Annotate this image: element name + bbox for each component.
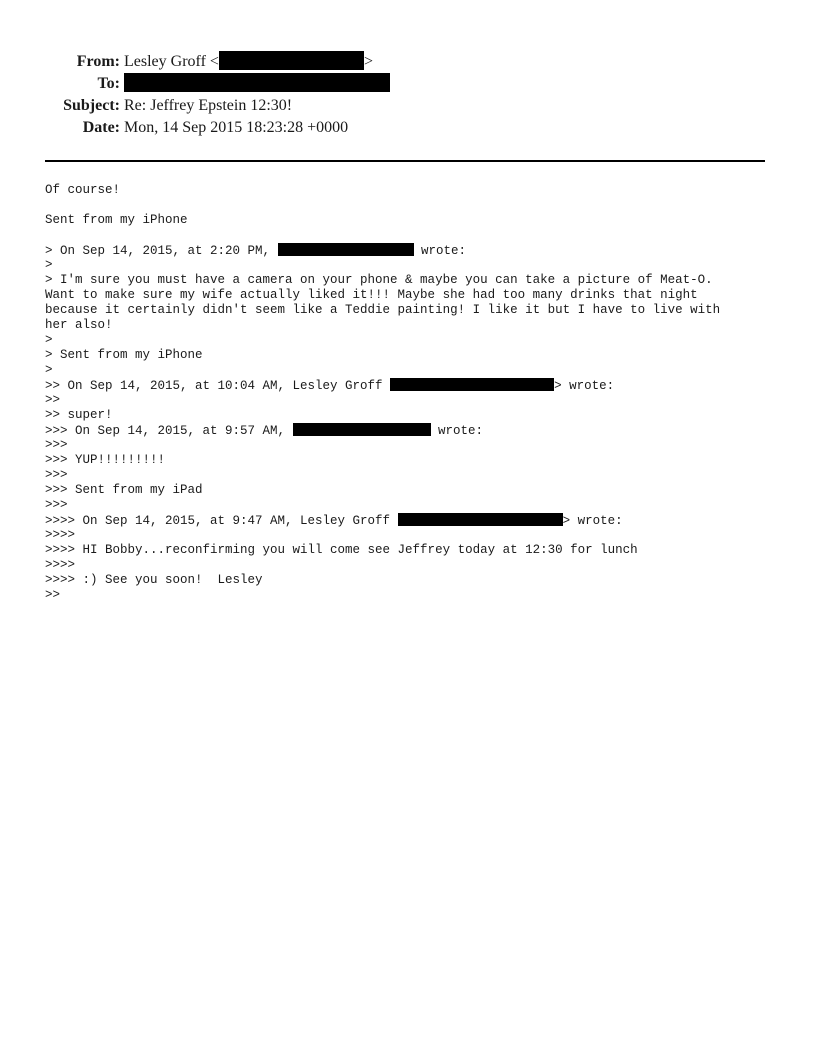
body-line: >>> — [45, 438, 68, 452]
from-name: Lesley Groff — [124, 53, 206, 70]
date-value: Mon, 14 Sep 2015 18:23:28 +0000 — [124, 119, 349, 136]
body-line: >>>> HI Bobby...reconfirming you will come see Jeffrey today at 12:30 for lunch — [45, 543, 638, 557]
body-line: > I'm sure you must have a camera on your phone & maybe you can take a picture of Meat-O. — [45, 273, 713, 287]
attribution-wrote: > wrote: — [554, 379, 615, 393]
attribution-wrote: wrote: — [413, 244, 467, 258]
body-line: >> — [45, 588, 61, 602]
quote-attribution-line — [45, 513, 767, 528]
email-redaction — [398, 513, 563, 526]
date-label: Date: — [82, 119, 120, 136]
date-row — [0, 117, 816, 139]
attribution-text: >>> On Sep 14, 2015, at 9:57 AM, — [45, 424, 293, 438]
body-line: Sent from my iPhone — [45, 213, 188, 227]
quote-attribution-line — [45, 423, 767, 438]
body-line: >>>> :) See you soon! Lesley — [45, 573, 263, 587]
from-value — [124, 51, 373, 73]
body-line: >> super! — [45, 408, 113, 422]
email-redaction — [390, 378, 554, 391]
to-label: To: — [97, 75, 120, 92]
body-line: >>>> — [45, 558, 76, 572]
body-line: >>> YUP!!!!!!!!! — [45, 453, 166, 467]
to-redaction — [124, 73, 390, 92]
from-open-bracket: < — [209, 53, 219, 70]
body-line: Of course! — [45, 183, 121, 197]
body-line: Want to make sure my wife actually liked it!!! Maybe she had too many drinks that night — [45, 288, 698, 302]
from-close-bracket: > — [363, 53, 373, 70]
attribution-text: >> On Sep 14, 2015, at 10:04 AM, Lesley Groff — [45, 379, 391, 393]
attribution-wrote: > wrote: — [562, 514, 623, 528]
subject-row — [0, 95, 816, 117]
body-line: >>> — [45, 498, 68, 512]
body-line: > — [45, 363, 53, 377]
body-line: > — [45, 333, 53, 347]
attribution-text: >>>> On Sep 14, 2015, at 9:47 AM, Lesley Groff — [45, 514, 398, 528]
blank-line — [45, 228, 767, 243]
quote-attribution-line — [45, 243, 767, 258]
body-line: >>>> — [45, 528, 76, 542]
subject-value: Re: Jeffrey Epstein 12:30! — [124, 97, 293, 114]
body-line: > Sent from my iPhone — [45, 348, 203, 362]
body-line: because it certainly didn't seem like a Teddie painting! I like it but I have to live with — [45, 303, 721, 317]
body-line: >> — [45, 393, 61, 407]
body-line: > — [45, 258, 53, 272]
from-label: From: — [76, 53, 120, 70]
from-email-redaction — [219, 51, 364, 70]
sender-redaction — [293, 423, 431, 436]
attribution-wrote: wrote: — [430, 424, 484, 438]
email-header — [0, 51, 816, 139]
quote-attribution-line — [45, 378, 767, 393]
subject-label: Subject: — [63, 97, 120, 114]
blank-line — [45, 198, 767, 213]
to-row — [0, 73, 816, 95]
sender-redaction — [278, 243, 414, 256]
message-body — [45, 183, 767, 603]
attribution-text: > On Sep 14, 2015, at 2:20 PM, — [45, 244, 278, 258]
from-row — [0, 51, 816, 73]
header-divider — [45, 160, 765, 162]
body-line: >>> — [45, 468, 68, 482]
to-value — [124, 73, 390, 95]
body-line: >>> Sent from my iPad — [45, 483, 203, 497]
body-line: her also! — [45, 318, 113, 332]
